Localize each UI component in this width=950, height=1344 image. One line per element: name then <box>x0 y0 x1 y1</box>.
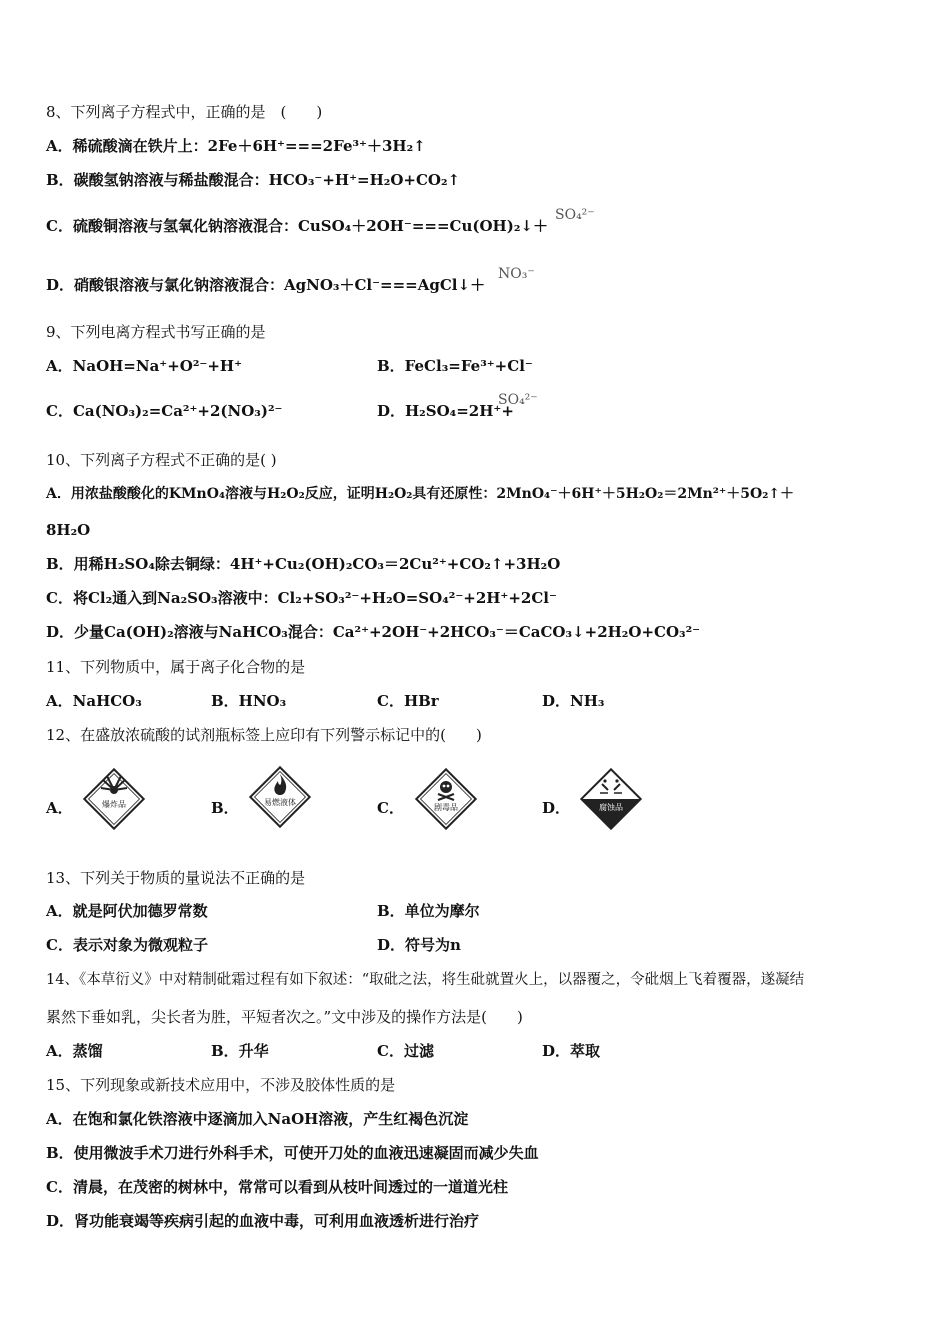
sign-text-toxic: 剧毒品 <box>434 803 458 812</box>
q13-option-c: C．表示对象为微观粒子 <box>46 936 208 954</box>
q12-option-b-label: B． <box>211 799 239 817</box>
q8-option-d: D．硝酸银溶液与氯化钠溶液混合：AgNO₃＋Cl⁻===AgCl↓＋ <box>46 276 486 294</box>
q15-stem: 15、下列现象或新技术应用中，不涉及胶体性质的是 <box>46 1076 396 1094</box>
q10-option-a-cont: 8H₂O <box>46 521 91 539</box>
toxic-sign <box>413 766 479 832</box>
q9-option-a: A．NaOH=Na⁺+O²⁻+H⁺ <box>46 357 243 375</box>
q10-option-b: B．用稀H₂SO₄除去铜绿：4H⁺+Cu₂(OH)₂CO₃＝2Cu²⁺+CO₂↑+3H₂O <box>46 555 561 573</box>
q14-stem: 14、《本草衍义》中对精制砒霜过程有如下叙述：“取砒之法，将生砒就置火上，以器覆之，令砒烟上飞着覆器，遂凝结 <box>46 972 805 988</box>
q13-option-a: A．就是阿伏加德罗常数 <box>46 902 208 920</box>
q15-option-d: D．肾功能衰竭等疾病引起的血液中毒，可利用血液透析进行治疗 <box>46 1212 480 1230</box>
q9-option-d-ion: SO₄²⁻ <box>498 392 538 408</box>
q8-option-c: C．硫酸铜溶液与氢氧化钠溶液混合：CuSO₄＋2OH⁻===Cu(OH)₂↓＋ <box>46 217 548 235</box>
q13-stem: 13、下列关于物质的量说法不正确的是 <box>46 869 306 887</box>
q8-option-b: B．碳酸氢钠溶液与稀盐酸混合：HCO₃⁻+H⁺=H₂O+CO₂↑ <box>46 171 461 189</box>
q10-stem: 10、下列离子方程式不正确的是( ) <box>46 451 277 469</box>
q10-option-a: A．用浓盐酸酸化的KMnO₄溶液与H₂O₂反应，证明H₂O₂具有还原性：2MnO₄⁻＋6H⁺＋5H₂O₂＝2Mn²⁺＋5O₂↑＋ <box>46 486 795 502</box>
explosive-sign <box>81 766 147 832</box>
q10-option-c: C．将Cl₂通入到Na₂SO₃溶液中：Cl₂+SO₃²⁻+H₂O=SO₄²⁻+2H⁺+2Cl⁻ <box>46 589 557 607</box>
q9-option-d: D．H₂SO₄=2H⁺+ <box>377 402 514 420</box>
q14-stem-cont: 累然下垂如乳，尖长者为胜，平短者次之。”文中涉及的操作方法是( ) <box>46 1008 523 1026</box>
q15-option-a: A．在饱和氯化铁溶液中逐滴加入NaOH溶液，产生红褐色沉淀 <box>46 1110 469 1128</box>
q15-option-c: C．清晨，在茂密的树林中，常常可以看到从枝叶间透过的一道道光柱 <box>46 1178 508 1196</box>
corrosive-sign <box>578 766 644 832</box>
q12-stem: 12、在盛放浓硫酸的试剂瓶标签上应印有下列警示标记中的( ) <box>46 726 482 744</box>
q11-option-d: D．NH₃ <box>542 692 605 710</box>
q10-option-d: D．少量Ca(OH)₂溶液与NaHCO₃混合：Ca²⁺+2OH⁻+2HCO₃⁻＝CaCO₃↓+2H₂O+CO₃²⁻ <box>46 623 701 641</box>
q11-option-c: C．HBr <box>377 692 439 710</box>
q9-stem: 9、下列电离方程式书写正确的是 <box>46 323 266 341</box>
q8-stem: 8、下列离子方程式中，正确的是 ( ) <box>46 103 323 121</box>
flammable-liquid-sign <box>247 764 313 830</box>
q8-option-a: A．稀硫酸滴在铁片上：2Fe＋6H⁺===2Fe³⁺＋3H₂↑ <box>46 137 426 155</box>
q12-option-c-label: C． <box>377 799 404 817</box>
q11-option-a: A．NaHCO₃ <box>46 692 142 710</box>
q11-stem: 11、下列物质中，属于离子化合物的是 <box>46 658 306 676</box>
q14-option-c: C．过滤 <box>377 1042 434 1060</box>
q11-option-b: B．HNO₃ <box>211 692 287 710</box>
q14-option-d: D．萃取 <box>542 1042 601 1060</box>
sign-text-explosive: 爆炸品 <box>102 800 126 809</box>
sign-text-flammable: 易燃液体 <box>264 798 296 807</box>
q14-option-a: A．蒸馏 <box>46 1042 103 1060</box>
q8-option-c-ion: SO₄²⁻ <box>555 207 595 223</box>
sign-text-corrosive: 腐蚀品 <box>599 803 623 812</box>
q12-option-a-label: A． <box>46 799 73 817</box>
q15-option-b: B．使用微波手术刀进行外科手术，可使开刀处的血液迅速凝固而减少失血 <box>46 1144 539 1162</box>
q9-option-b: B．FeCl₃=Fe³⁺+Cl⁻ <box>377 357 533 375</box>
q13-option-d: D．符号为n <box>377 936 461 954</box>
q9-option-c: C．Ca(NO₃)₂=Ca²⁺+2(NO₃)²⁻ <box>46 402 283 420</box>
q12-option-d-label: D． <box>542 799 571 817</box>
q14-option-b: B．升华 <box>211 1042 269 1060</box>
q13-option-b: B．单位为摩尔 <box>377 902 480 920</box>
q8-option-d-ion: NO₃⁻ <box>498 266 535 282</box>
